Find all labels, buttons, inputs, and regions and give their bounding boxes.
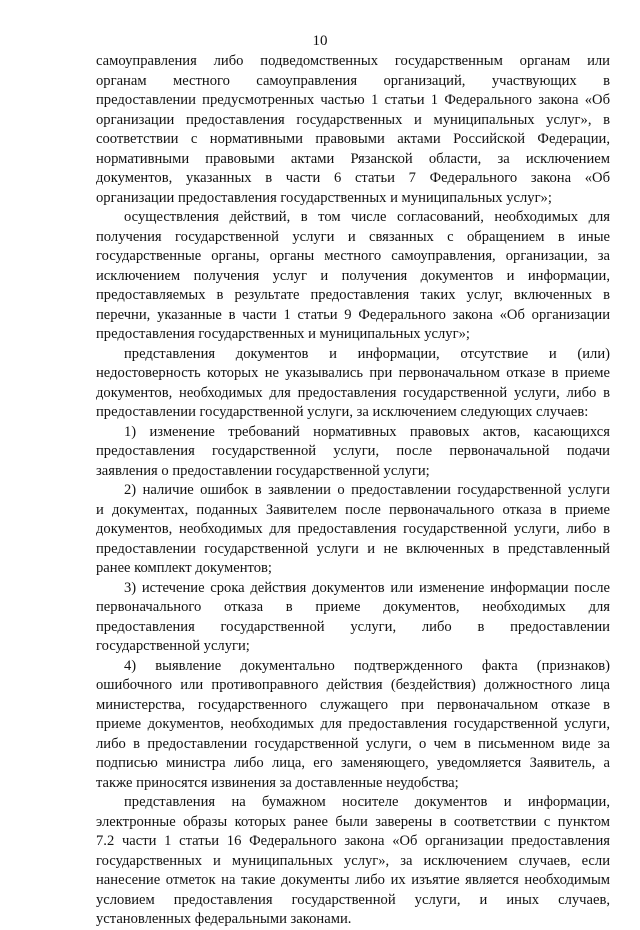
text-line: 7.2 части 1 статьи 16 Федерального закона «Об организации предоставления [96, 833, 610, 849]
text-line: ошибочного или противоправного действия (бездействия) должностного лица [96, 677, 610, 693]
text-line: организации предоставления государственных и муниципальных услуг»; [96, 189, 552, 206]
text-line: нормативными правовыми актами Рязанской области, за исключением [96, 150, 610, 167]
text-line: предоставлении предусмотренных частью 1 статьи 1 Федерального закона «Об [96, 92, 610, 108]
paragraph [96, 345, 610, 423]
text-line: предоставления государственных и муниципальных услуг»; [96, 326, 470, 342]
text-line: соответствии с нормативными правовыми актами Российской Федерации, [96, 131, 610, 147]
text-line: организации предоставления государственных и муниципальных услуг», в [96, 111, 610, 128]
text-line: министерства, государственного служащего при первоначальном отказе в [96, 696, 610, 713]
text-line: документов, необходимых для предоставления государственной услуги, либо в [96, 521, 610, 537]
text-line: ранее комплект документов; [96, 560, 272, 576]
text-line: самоуправления либо подведомственных государственным органам или [96, 53, 610, 69]
text-line: государственной услуги; [96, 638, 250, 654]
text-line: государственных и муниципальных услуг», за исключением случаев, если [96, 852, 610, 869]
text-line: подписью министра либо лица, его заменяющего, уведомляется Заявитель, а [96, 755, 610, 771]
paragraph [96, 481, 610, 579]
document-body [96, 52, 610, 930]
text-line: документов, необходимых для предоставления государственной услуги, либо в [96, 384, 610, 401]
text-line: также приносятся извинения за доставленные неудобства; [96, 774, 459, 791]
paragraph [96, 52, 610, 208]
text-line: заявления о предоставлении государственной услуги; [96, 462, 430, 479]
paragraph [96, 208, 610, 345]
text-line: электронные образы которых ранее были заверены в соответствии с пунктом [96, 813, 610, 830]
text-line: исключением получения услуг и получения документов и информации, [96, 267, 610, 284]
text-line: 1) изменение требований нормативных правовых актов, касающихся [124, 423, 610, 440]
text-line: предоставления государственной услуги, после первоначальной подачи [96, 443, 610, 459]
text-line: условием предоставления государственной услуги, и иных случаев, [96, 891, 610, 908]
text-line: перечни, указанные в части 1 статьи 9 Федерального закона «Об организации [96, 306, 610, 323]
text-line: предоставлении государственной услуги и не включенных в представленный [96, 540, 610, 557]
text-line: и документах, поданных Заявителем после первоначального отказа в приеме [96, 501, 610, 518]
text-line: установленных федеральными законами. [96, 911, 352, 927]
page-number: 10 [312, 33, 328, 49]
text-line: нанесение отметок на такие документы либо их изъятие является необходимым [96, 872, 610, 888]
text-line: приеме документов, необходимых для предоставления государственной услуги, [96, 716, 610, 732]
text-line: 4) выявление документально подтвержденного факта (признаков) [124, 657, 610, 674]
text-line: государственные органы, органы местного самоуправления, организации, за [96, 248, 610, 264]
paragraph [96, 657, 610, 794]
text-line: недостоверность которых не указывались при первоначальном отказе в приеме [96, 365, 610, 381]
text-line: предоставлении государственной услуги, за исключением следующих случаев: [96, 404, 589, 420]
text-line: органам местного самоуправления организаций, участвующих в [96, 72, 610, 89]
text-line: осуществления действий, в том числе согласований, необходимых для [124, 209, 610, 225]
text-line: представления документов и информации, отсутствие и (или) [124, 345, 610, 362]
text-line: 3) истечение срока действия документов или изменение информации после [124, 579, 610, 596]
text-line: предоставления государственной услуги, либо в предоставлении [96, 618, 610, 635]
text-line: первоначального отказа в приеме документов, необходимых для [96, 599, 610, 615]
paragraph [96, 793, 610, 930]
text-line: представления на бумажном носителе документов и информации, [124, 794, 610, 810]
text-line: предоставляемых в результате предоставления таких услуг, включенных в [96, 287, 610, 303]
text-line: либо в предоставлении государственной услуги, о чем в письменном виде за [96, 735, 610, 752]
paragraph [96, 423, 610, 482]
text-line: документов, указанных в части 6 статьи 7 Федерального закона «Об [96, 170, 610, 186]
paragraph [96, 579, 610, 657]
text-line: 2) наличие ошибок в заявлении о предоставлении государственной услуги [124, 482, 610, 498]
text-line: получения государственной услуги и связанных с обращением в иные [96, 228, 610, 245]
